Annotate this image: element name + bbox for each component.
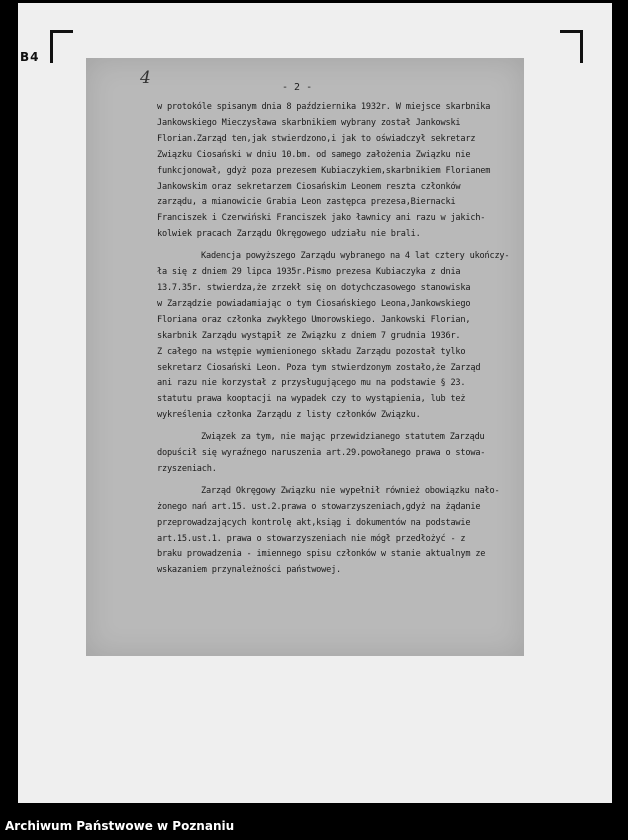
text-line: w Zarządzie powiadamiając o tym Ciosańskiego Leona,Jankowskiego (157, 298, 471, 309)
paragraph (157, 430, 525, 478)
crop-mark-left (50, 30, 73, 63)
text-line: w protokóle spisanym dnia 8 października 1932r. W miejsce skarbnika (157, 102, 491, 112)
text-line: statutu prawa kooptacji na wypadek czy to wystąpienia, lub też (157, 394, 466, 405)
text-line: Franciszek i Czerwiński Franciszek jako ławnicy ani razu w jakich- (157, 213, 486, 224)
text-line: Związek za tym, nie mając przewidzianego statutem Zarządu (201, 432, 485, 443)
text-line: braku prowadzenia - imiennego spisu członków w stanie aktualnym ze (157, 549, 486, 560)
text-line: Z całego na wstępie wymienionego składu Zarządu pozostał tylko (157, 346, 466, 357)
text-line: przeprowadzających kontrolę akt,ksiąg i dokumentów na podstawie (157, 517, 471, 528)
page-number: - 2 - (282, 82, 313, 93)
text-line: Związku Ciosański w dniu 10.bm. od samego założenia Związku nie (157, 149, 471, 160)
text-line: Floriana oraz członka zwykłego Umorowskiego. Jankowski Florian, (157, 314, 471, 325)
text-line: Kadencja powyższego Zarządu wybranego na 4 lat cztery ukończy- (201, 251, 510, 262)
text-line: dopuścił się wyraźnego naruszenia art.29.powołanego prawa o stowa- (157, 448, 486, 459)
text-line: sekretarz Ciosański Leon. Poza tym stwierdzonym zostało,że Zarząd (157, 362, 481, 373)
paragraph (157, 249, 525, 424)
text-line: wykreślenia członka Zarządu z listy członków Związku. (157, 410, 421, 421)
text-line: Florian.Zarząd ten,jak stwierdzono,i jak to oświadczył sekretarz (157, 133, 476, 144)
text-line: żonego nań art.15. ust.2.prawa o stowarzyszeniach,gdyż na żądanie (157, 501, 481, 512)
text-line: zarządu, a mianowicie Grabia Leon zastępca prezesa,Biernacki (157, 197, 456, 208)
text-line: Jankowskiego Mieczysława skarbnikiem wybrany został Jankowski (157, 117, 461, 128)
handwritten-margin-note: 4 (140, 68, 151, 88)
text-line: wskazaniem przynależności państwowej. (157, 565, 342, 576)
text-line: Zarząd Okręgowy Związku nie wypełnił również obowiązku nało- (201, 485, 500, 496)
text-line: 13.7.35r. stwierdza,że zrzekł się on dotychczasowego stanowiska (157, 282, 471, 293)
paragraph (157, 484, 525, 579)
text-line: art.15.ust.1. prawa o stowarzyszeniach nie mógł przedłożyć - z (157, 533, 466, 544)
crop-mark-right (560, 30, 583, 63)
text-line: Jankowskim oraz sekretarzem Ciosańskim Leonem reszta członków (157, 181, 461, 192)
paragraph (157, 100, 525, 243)
text-line: kolwiek pracach Zarządu Okręgowego udziału nie brali. (157, 229, 421, 240)
text-line: funkcjonował, gdyż poza prezesem Kubiaczykiem,skarbnikiem Florianem (157, 165, 491, 176)
document-body (157, 100, 525, 579)
text-line: ła się z dniem 29 lipca 1935r.Pismo prezesa Kubiaczyka z dnia (157, 267, 461, 278)
frame-number: B4 (20, 50, 40, 64)
archive-label: Archiwum Państwowe w Poznaniu (5, 819, 235, 833)
text-line: rzyszeniach. (157, 463, 217, 474)
text-line: ani razu nie korzystał z przysługującego mu na podstawie § 23. (157, 378, 466, 389)
text-line: skarbnik Zarządu wystąpił ze Związku z dniem 7 grudnia 1936r. (157, 330, 461, 341)
